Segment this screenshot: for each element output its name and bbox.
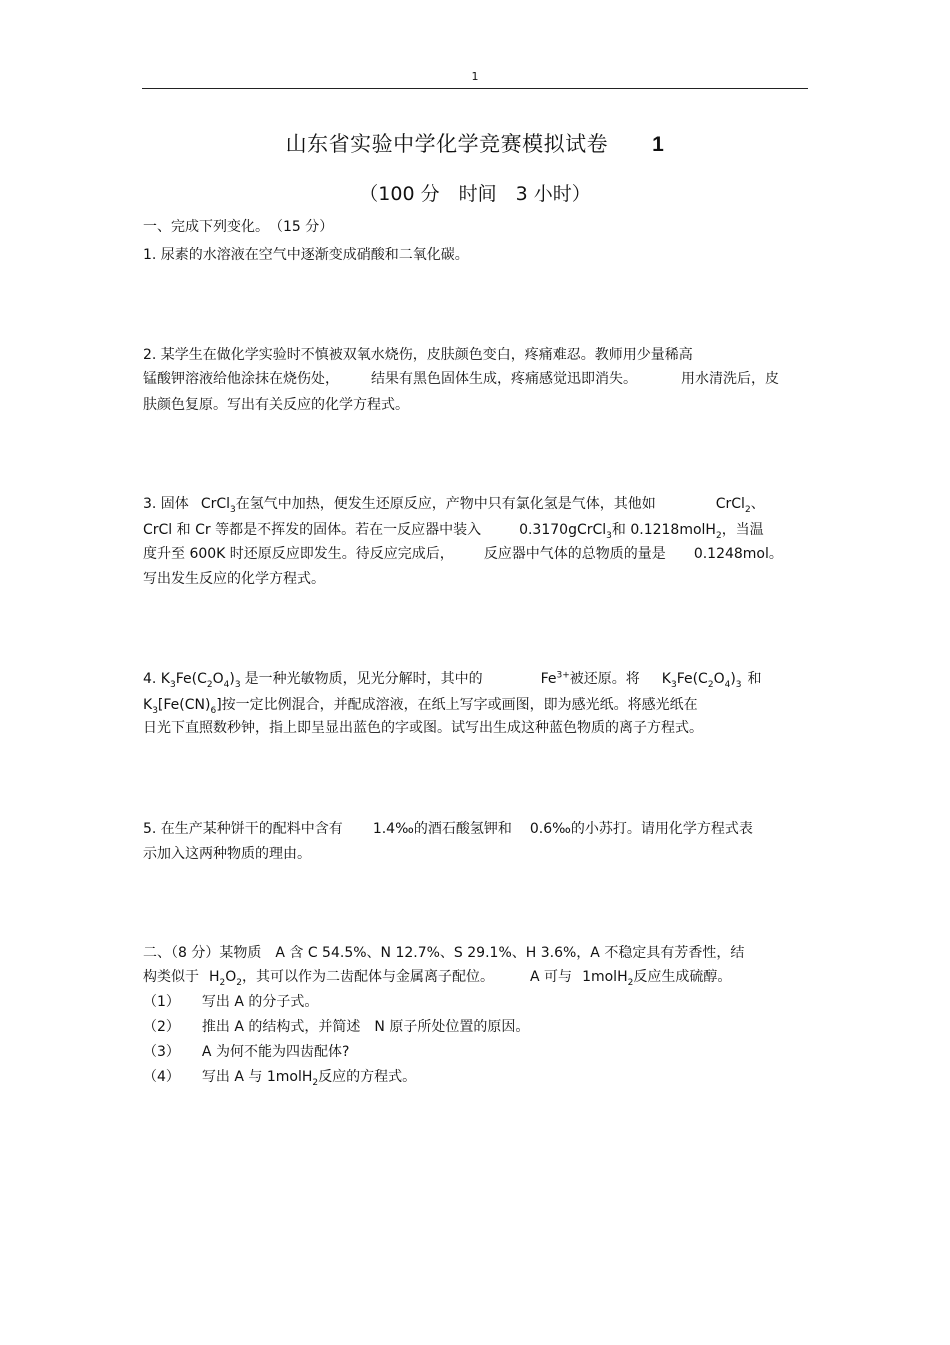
q3-text: 、 — [750, 496, 765, 512]
subquestion-text: 写出 A 的分子式。 — [201, 994, 319, 1010]
s2-sub: 2 — [627, 977, 634, 988]
q4-text: ) — [730, 671, 736, 687]
q3-sub: 3 — [606, 530, 612, 541]
s2-text: A 可与 — [530, 969, 573, 985]
q4-text: K — [143, 697, 153, 713]
s2-text: A 含 C 54.5%、N 12.7%、S 29.1%、H 3.6%，A 不稳定具有芳香性，结 — [275, 945, 745, 961]
subquestion-number: （3） — [143, 1044, 180, 1060]
s2-text: 1molH — [582, 969, 628, 985]
s2-sub: 2 — [236, 977, 243, 988]
q4-text: 是一种光敏物质，见光分解时，其中的 — [244, 671, 483, 687]
q4-sup: 3+ — [556, 670, 570, 681]
q3-text: 在氢气中加热，便发生还原反应，产物中只有氯化氢是气体，其他如 — [235, 496, 656, 512]
s2-text: 反应生成硫醇。 — [633, 969, 732, 985]
q4-sub: 6 — [210, 705, 217, 716]
q4-sub: 2 — [206, 679, 213, 690]
q4-text: 被还原。将 — [569, 671, 640, 687]
subquestion-4 — [143, 1068, 416, 1086]
question-5-line2: 示加入这两种物质的理由。 — [143, 846, 311, 862]
question-3-line4: 写出发生反应的化学方程式。 — [143, 571, 325, 587]
s2-text: ，其可以作为二齿配体与金属离子配位。 — [242, 969, 495, 985]
subquestion-text: 写出 A 与 1molH — [201, 1069, 313, 1085]
q3-text: 0.3170gCrCl — [519, 522, 607, 538]
q4-text: 和 — [747, 671, 762, 687]
question-4-line1 — [143, 670, 762, 688]
page-number: 1 — [471, 70, 479, 83]
q4-text: O — [713, 671, 725, 687]
q4-text: ]按一定比例混合，并配成溶液，在纸上写字或画图，即为感光纸。将感光纸在 — [216, 697, 698, 713]
question-4-line2 — [143, 696, 698, 714]
q3-sub: 3 — [230, 504, 236, 515]
subquestion-2 — [143, 1018, 529, 1036]
q4-text: [Fe(CN) — [157, 697, 211, 713]
q3-sub: 2 — [744, 504, 751, 515]
question-3-line3 — [143, 545, 783, 563]
q2-text: 锰酸钾溶液给他涂抹在烧伤处， — [143, 371, 339, 387]
q3-text: 3. 固体 — [143, 496, 189, 512]
q4-sub: 3 — [670, 679, 677, 690]
q3-text: CrCl 和 Cr 等都是不挥发的固体。若在一反应器中装入 — [143, 522, 482, 538]
q4-sub: 4 — [724, 679, 731, 690]
s2-text: 二、（8 分）某物质 — [143, 945, 262, 961]
page-title — [0, 128, 950, 158]
title-text: 山东省实验中学化学竞赛模拟试卷 — [285, 132, 609, 156]
s2-sub: 2 — [219, 977, 226, 988]
q4-text: Fe(C — [676, 671, 708, 687]
s2-text: 构类似于 — [143, 969, 199, 985]
subquestion-text: 反应的方程式。 — [318, 1069, 417, 1085]
q3-text: CrCl — [200, 496, 231, 512]
q3-text: 和 0.1218molH — [611, 522, 716, 538]
q4-text: Fe(C — [175, 671, 207, 687]
q3-text: 。 — [768, 546, 783, 562]
q3-text: 度升至 600K 时还原反应即发生。待反应完成后， — [143, 546, 454, 562]
q2-text: 结果有黑色固体生成，疼痛感觉迅即消失。 — [371, 371, 637, 387]
header-rule — [142, 88, 808, 89]
subquestion-number: （2） — [143, 1019, 180, 1035]
q3-text: 反应器中气体的总物质的量是 — [483, 546, 666, 562]
q4-text: Fe — [540, 671, 557, 687]
question-5-line1 — [143, 820, 753, 838]
q4-text: K — [661, 671, 671, 687]
q3-sub: 2 — [715, 530, 722, 541]
q4-text: O — [212, 671, 224, 687]
subquestion-sub: 2 — [312, 1077, 319, 1088]
subquestion-3 — [143, 1043, 349, 1061]
section1-heading: 一、完成下列变化。 （15 分） — [143, 219, 334, 235]
q5-text: 5. 在生产某种饼干的配料中含有 — [143, 821, 343, 837]
subquestion-number: （1） — [143, 994, 180, 1010]
q4-sub: 2 — [707, 679, 714, 690]
subquestion-number: （4） — [143, 1069, 180, 1085]
section2-line1 — [143, 944, 744, 962]
question-2-line1: 2. 某学生在做化学实验时不慎被双氧水烧伤，皮肤颜色变白，疼痛难忍。教师用少量稀高 — [143, 347, 693, 363]
q3-text: ，当温 — [721, 522, 764, 538]
q4-text: ) — [229, 671, 235, 687]
q2-text: 用水清洗后，皮 — [681, 371, 779, 387]
s2-text: O — [225, 969, 237, 985]
q4-sub: 4 — [223, 679, 230, 690]
q4-sub: 3 — [735, 679, 742, 690]
question-3-line2 — [143, 521, 764, 539]
page-subtitle: （100 分 时间 3 小时） — [359, 183, 591, 205]
question-2-line2 — [143, 370, 779, 388]
q5-text: 1.4‰的酒石酸氢钾和 — [372, 821, 512, 837]
question-2-line3: 肤颜色复原。写出有关反应的化学方程式。 — [143, 397, 409, 413]
q4-sub: 3 — [170, 679, 176, 690]
q4-sub: 3 — [234, 679, 241, 690]
subquestion-text: A 为何不能为四齿配体? — [201, 1044, 350, 1060]
subquestion-text: 推出 A 的结构式，并简述 N 原子所处位置的原因。 — [201, 1019, 530, 1035]
q5-text: 0.6‰的小苏打。请用化学方程式表 — [529, 821, 753, 837]
question-1: 1. 尿素的水溶液在空气中逐渐变成硝酸和二氧化碳。 — [143, 247, 469, 263]
q3-text: 0.1248mol — [693, 546, 769, 562]
section2-line2 — [143, 968, 731, 986]
q4-text: 4. K — [143, 671, 170, 687]
question-4-line3: 日光下直照数秒钟，指上即呈显出蓝色的字或图。试写出生成这种蓝色物质的离子方程式。 — [143, 720, 703, 736]
question-3-line1 — [143, 495, 765, 513]
s2-text: H — [209, 969, 220, 985]
q3-text: CrCl — [715, 496, 745, 512]
title-number: 1 — [652, 133, 665, 156]
subquestion-1 — [143, 993, 318, 1011]
q4-sub: 3 — [152, 705, 158, 716]
